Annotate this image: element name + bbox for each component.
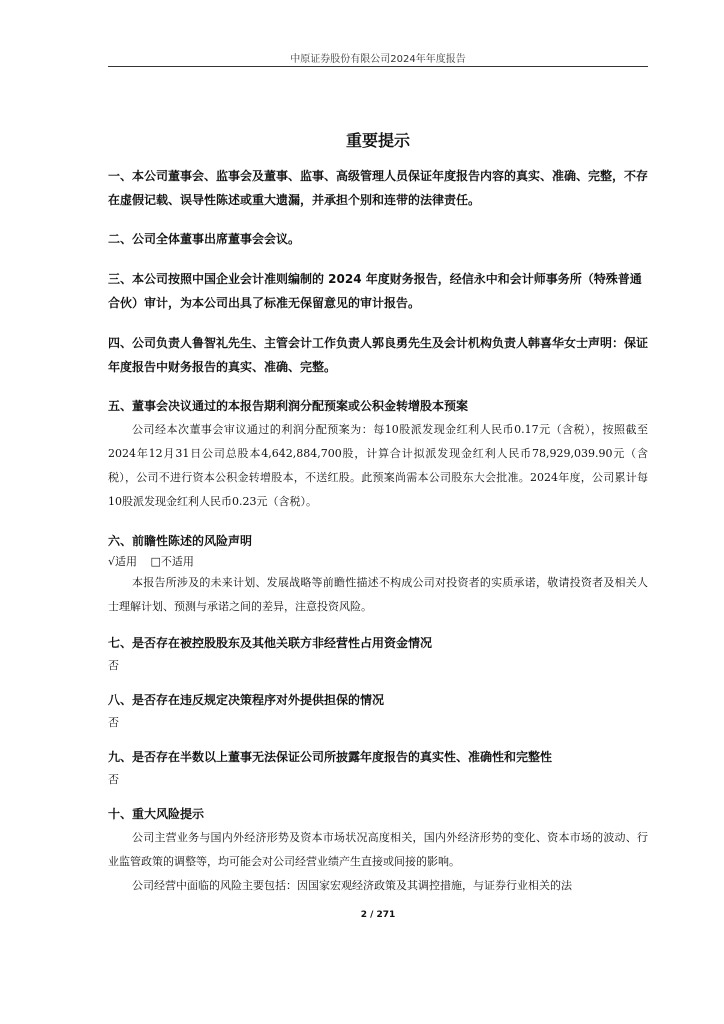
section-1-heading: 一、本公司董事会、监事会及董事、监事、高级管理人员保证年度报告内容的真实、准确、完整，不存在虚假记载、误导性陈述或重大遗漏，并承担个别和连带的法律责任。 [108,169,649,207]
page-title: 重要提示 [345,131,410,150]
section-7-answer: 否 [108,659,119,672]
section-6-heading: 六、前瞻性陈述的风险声明 [108,534,253,548]
section-4-heading: 四、公司负责人鲁智礼先生、主管会计工作负责人郭良勇先生及会计机构负责人韩喜华女士声明：保证年度报告中财务报告的真实、准确、完整。 [108,336,649,374]
section-10-paragraph-2: 公司经营中面临的风险主要包括：因国家宏观经济政策及其调控措施，与证券行业相关的法 [132,879,572,892]
section-3-heading: 三、本公司按照中国企业会计准则编制的 2024 年度财务报告，经信永中和会计师事务所（特殊普通合伙）审计，为本公司出具了标准无保留意见的审计报告。 [108,272,642,310]
section-8-answer: 否 [108,716,119,729]
header-rule [108,66,648,67]
applicable-option: √适用 [108,555,138,568]
document-body [108,164,648,898]
section-2-heading: 二、公司全体董事出席董事会会议。 [108,232,301,246]
not-applicable-option: □不适用 [150,555,194,568]
section-10-heading: 十、重大风险提示 [108,807,205,821]
section-5-heading: 五、董事会决议通过的本报告期利润分配预案或公积金转增股本预案 [108,399,469,413]
section-6-options [108,553,648,571]
section-5-body: 公司经本次董事会审议通过的利润分配预案为：每10股派发现金红利人民币0.17元（含税），按照截至2024年12月31日公司总股本4,642,884,700股，计算合计拟派发现金红利人民币78,929,039.90元（含税），公司不进行资本公积金转增股本，不送红股。此预案尚需本公司股东大会批准。2024年度，公司累计每10股派发现金红利人民币0.23元（含税）。 [108,423,648,508]
section-6-body: 本报告所涉及的未来计划、发展战略等前瞻性描述不构成公司对投资者的实质承诺，敬请投资者及相关人士理解计划、预测与承诺之间的差异，注意投资风险。 [108,576,648,613]
section-7-heading: 七、是否存在被控股股东及其他关联方非经营性占用资金情况 [108,636,433,650]
section-10-paragraph-1: 公司主营业务与国内外经济形势及资本市场状况高度相关，国内外经济形势的变化、资本市场的波动、行业监管政策的调整等，均可能会对公司经营业绩产生直接或间接的影响。 [108,831,648,868]
section-8-heading: 八、是否存在违反规定决策程序对外提供担保的情况 [108,693,385,707]
section-9-heading: 九、是否存在半数以上董事无法保证公司所披露年度报告的真实性、准确性和完整性 [108,750,553,764]
section-9-answer: 否 [108,773,119,786]
page-number: 2 / 271 [360,910,396,920]
running-header: 中原证券股份有限公司2024年年度报告 [290,54,466,65]
